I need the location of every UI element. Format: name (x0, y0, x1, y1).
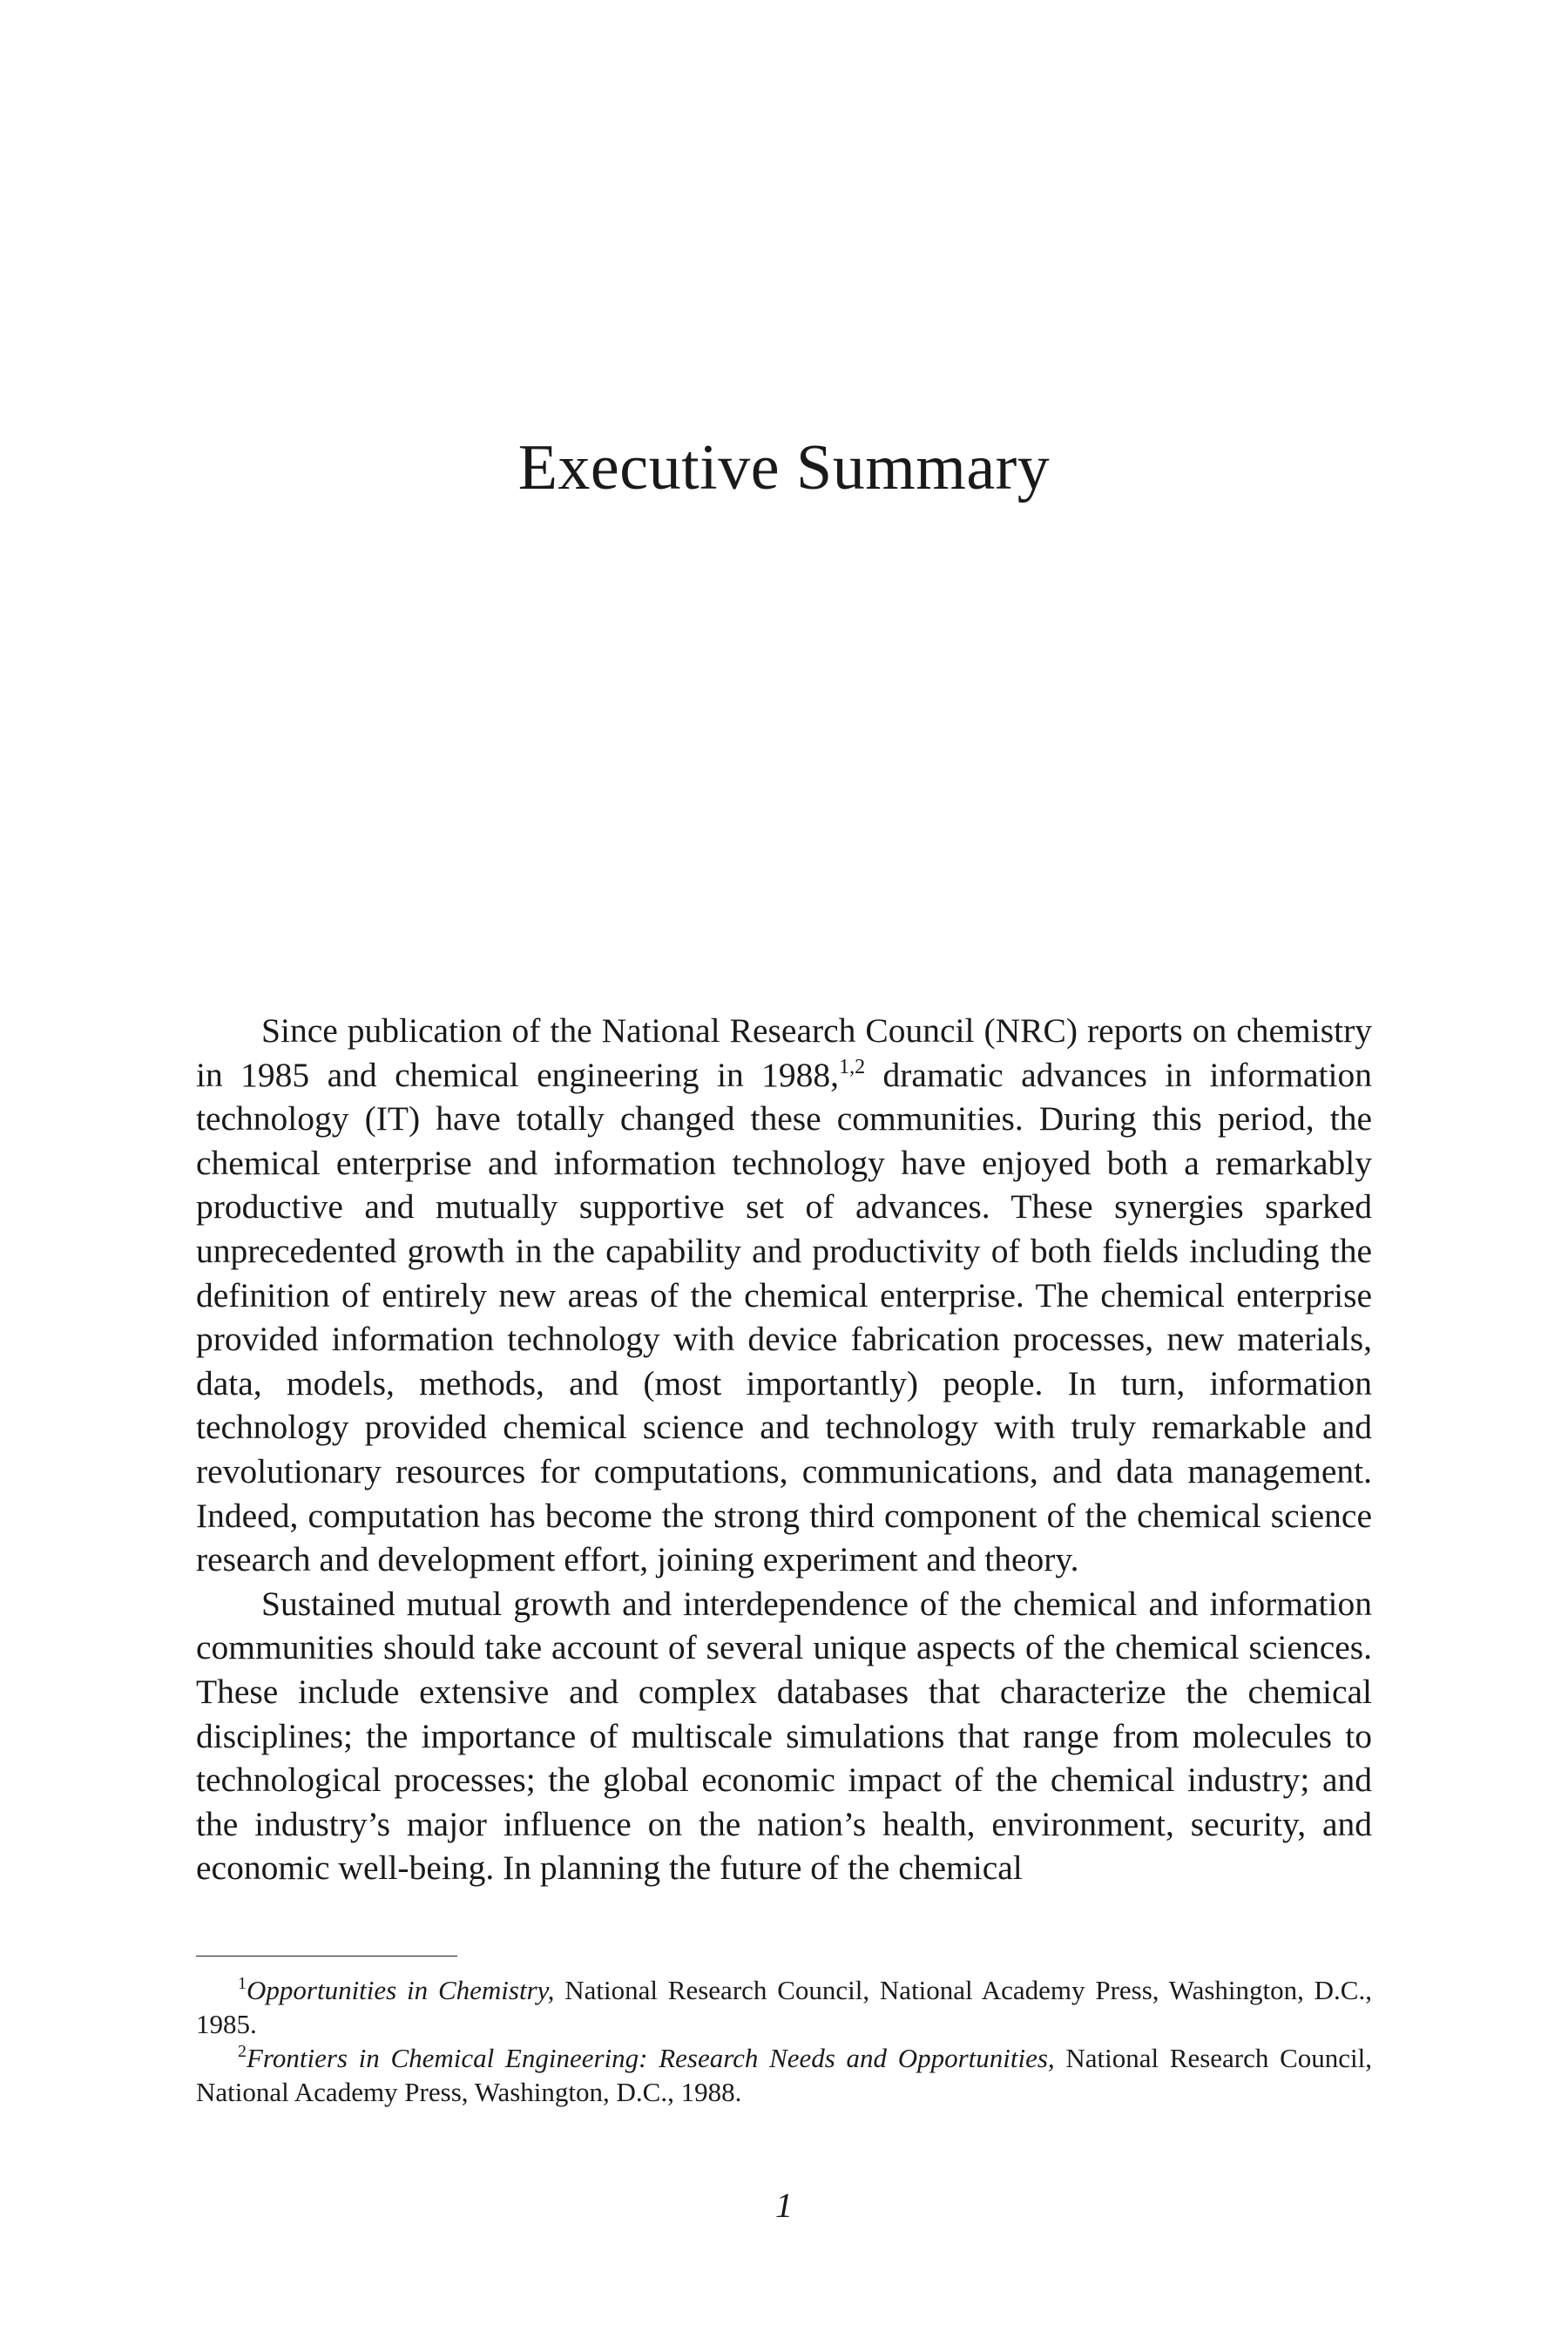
paragraph (196, 1009, 1372, 1582)
paragraph-text: Since publication of the National Research Council (NRC) reports on chemistry in 1985 and chemical engineering in 1988, (196, 1011, 1372, 1094)
paragraph: Sustained mutual growth and interdependence of the chemical and information communities should take account of several unique aspects of the chemical sciences. These include extensive and complex databases that characterize the chemical disciplines; the importance of multiscale simulations that range from molecules to technological processes; the global economic impact of the chemical industry; and the industry’s major influence on the nation’s health, environment, security, and economic well-being. In planning the future of the chemical (196, 1584, 1372, 1888)
paragraph-text: dramatic advances in information technology (IT) have totally changed these communities. During this period, the chemical enterprise and information technology have enjoyed both a remarkably productive and mutually supportive set of advances. These synergies sparked unprecedented growth in the capability and productivity of both fields including the definition of entirely new areas of the chemical enterprise. The chemical enterprise provided information technology with device fabrication processes, new materials, data, models, methods, and (most importantly) people. In turn, information technology provided chemical science and technology with truly remarkable and revolutionary resources for computations, communications, and data management. Indeed, computation has become the strong third component of the chemical science research and development effort, joining experiment and theory. (196, 1055, 1372, 1579)
body-text (196, 1009, 1372, 1890)
footnote-marker: 1 (238, 1974, 247, 1993)
footnote (196, 2041, 1372, 2109)
footnotes (196, 1973, 1372, 2109)
footnote-marker: 2 (238, 2042, 247, 2061)
footnote-reference: 1,2 (839, 1055, 866, 1078)
footnote (196, 1973, 1372, 2041)
footnote-title: Frontiers in Chemical Engineering: Research Needs and Opportunities, (247, 2043, 1055, 2073)
footnote-text: National Research Council, National Academy Press, Washington, D.C., 1985. (196, 1975, 1372, 2039)
page-number: 1 (775, 2186, 793, 2225)
footnote-divider (196, 1956, 457, 1957)
page-title: Executive Summary (517, 432, 1051, 504)
footnote-text: National Research Council, National Academy Press, Washington, D.C., 1988. (196, 2043, 1372, 2107)
footnote-title: Opportunities in Chemistry, (247, 1975, 555, 2005)
